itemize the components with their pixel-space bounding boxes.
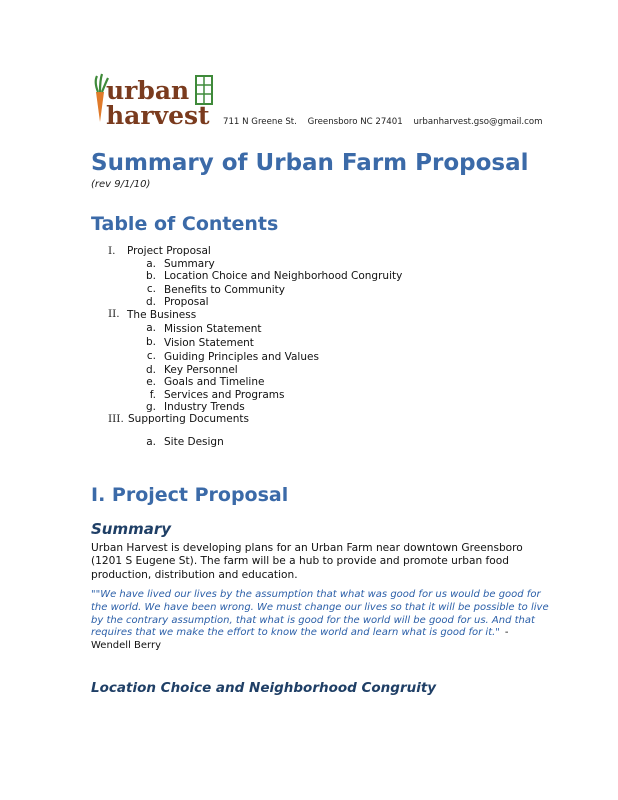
toc-item-label: Summary — [164, 258, 215, 270]
quote-text: ""We have lived our lives by the assumption that what was good for us would be good for the world. We have been wrong. We must change our lives so that it will be possible to live by the contrary assumption, that what is good for the world will be good for us. And that requires that we make the effort to know the world and learn what is good for it." — [91, 589, 549, 639]
svg-text:urban: urban — [106, 76, 190, 105]
quote-author: - Wendell Berry — [91, 627, 509, 652]
toc-item-number: b. — [145, 270, 156, 282]
toc-item-number: e. — [146, 376, 156, 388]
toc-item-number: d. — [145, 296, 156, 308]
toc-section-label: The Business — [127, 309, 197, 321]
section-heading: I. Project Proposal — [91, 484, 289, 506]
toc-item-number: g. — [145, 401, 156, 413]
toc-item-label: Key Personnel — [164, 364, 238, 376]
toc-item-label: Location Choice and Neighborhood Congruity — [164, 270, 403, 282]
toc-section-number: I. — [108, 245, 116, 257]
location-heading: Location Choice and Neighborhood Congruity — [91, 680, 437, 696]
toc-item-label: Vision Statement — [164, 337, 254, 349]
toc-item-label: Site Design — [164, 436, 224, 448]
toc-item-number: f. — [149, 389, 156, 401]
toc-item-label: Proposal — [164, 296, 209, 308]
toc-item-number: b. — [145, 336, 156, 348]
city-state-zip: Greensboro NC 27401 — [307, 117, 403, 127]
svg-text:harvest: harvest — [106, 101, 210, 128]
summary-paragraph: Urban Harvest is developing plans for an Urban Farm near downtown Greensboro (1201 S Eugene St). The farm will be a hub to provide and promote urban food production, distribution and education. — [91, 542, 523, 581]
toc-section-number: III. — [108, 413, 124, 425]
toc-item-number: c. — [146, 283, 156, 295]
toc-section-number: II. — [108, 308, 120, 320]
toc-item-number: a. — [146, 322, 156, 334]
toc-item-label: Guiding Principles and Values — [164, 351, 319, 363]
toc-item-label: Goals and Timeline — [164, 376, 265, 388]
toc-item-number: c. — [146, 350, 156, 362]
toc-item-number: d. — [145, 364, 156, 376]
toc-item-label: Services and Programs — [164, 389, 285, 401]
revision-date: (rev 9/1/10) — [91, 179, 151, 190]
summary-heading: Summary — [91, 520, 172, 538]
toc-item-label: Benefits to Community — [164, 284, 285, 296]
toc-section-label: Supporting Documents — [128, 413, 249, 425]
toc-section-label: Project Proposal — [127, 245, 211, 257]
toc-heading: Table of Contents — [91, 213, 279, 235]
document-title: Summary of Urban Farm Proposal — [91, 150, 529, 176]
toc-item-label: Mission Statement — [164, 323, 262, 335]
toc-item-number: a. — [146, 258, 156, 270]
email: urbanharvest.gso@gmail.com — [413, 117, 543, 127]
quote-block — [91, 589, 551, 653]
address: 711 N Greene St. — [223, 117, 297, 127]
toc-item-label: Industry Trends — [164, 401, 245, 413]
toc-item-number: a. — [146, 436, 156, 448]
